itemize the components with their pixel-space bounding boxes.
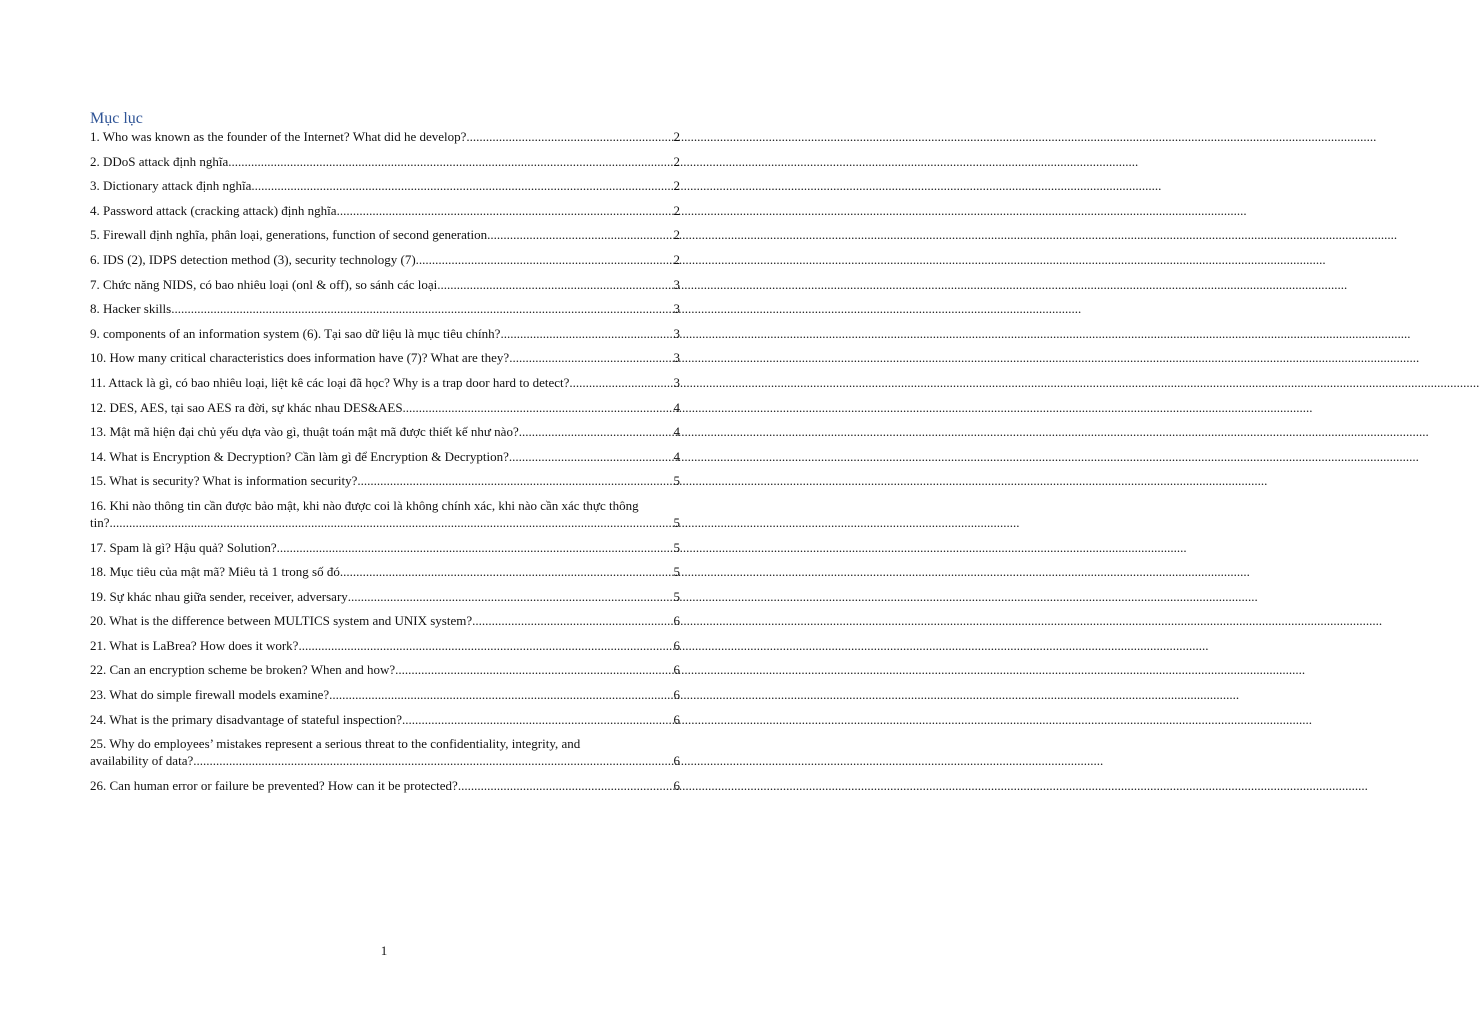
toc-title: Mục lục [90, 110, 143, 127]
toc-entry-text: 12. DES, AES, tại sao AES ra đời, sự khác nhau DES&AES [90, 399, 403, 415]
toc-page-number: 2 [673, 129, 680, 144]
toc-page-number: 4 [673, 424, 680, 440]
dot-leader [337, 202, 673, 219]
dot-leader [500, 325, 672, 342]
table-of-contents [90, 128, 680, 801]
toc-entry-text: 3. Dictionary attack định nghĩa [90, 178, 252, 194]
page-number: 1 [380, 943, 388, 958]
dot-leader [437, 276, 672, 293]
toc-entry[interactable] [90, 735, 680, 769]
toc-entry[interactable] [90, 300, 680, 317]
toc-entry[interactable] [90, 472, 680, 489]
toc-entry[interactable] [90, 276, 680, 293]
toc-entry[interactable] [90, 399, 680, 416]
toc-entry-text: 17. Spam là gì? Hậu quả? Solution? [90, 539, 277, 555]
toc-entry-text: 6. IDS (2), IDPS detection method (3), security technology (7) [90, 251, 416, 267]
toc-entry[interactable] [90, 374, 680, 391]
toc-entry[interactable] [90, 128, 680, 145]
toc-page-number: 3 [673, 350, 680, 366]
dot-leader [329, 686, 672, 703]
dot-leader [348, 588, 673, 605]
toc-entry-text: 15. What is security? What is information security? [90, 473, 358, 489]
toc-entry-text: 2. DDoS attack định nghĩa [90, 153, 229, 169]
dot-leader [395, 661, 672, 678]
toc-entry-text: 25. Why do employees’ mistakes represent a serious threat to the confidentiality, integrity, and [90, 736, 581, 752]
toc-page-number: 6 [673, 711, 680, 727]
toc-page-number: 2 [673, 153, 680, 169]
toc-entry-text-continued: tin? [90, 514, 110, 530]
dot-leader [519, 423, 673, 440]
toc-entry-continuation [90, 514, 680, 531]
dot-leader [403, 399, 673, 416]
toc-page-number: 5 [673, 564, 680, 580]
dot-leader [472, 612, 672, 629]
toc-entry[interactable] [90, 153, 680, 170]
toc-entry[interactable] [90, 612, 680, 629]
toc-entry[interactable] [90, 686, 680, 703]
toc-page-number: 6 [673, 613, 680, 629]
dot-leader [171, 300, 672, 317]
toc-page-number: 5 [673, 539, 680, 555]
toc-entry-text: 1. Who was known as the founder of the Internet? What did he develop? [90, 129, 467, 144]
toc-entry-text: 10. How many critical characteristics does information have (7)? What are they? [90, 350, 510, 366]
toc-page-number: 5 [673, 473, 680, 489]
dot-leader [458, 777, 673, 794]
dot-leader [251, 177, 672, 194]
toc-entry[interactable] [90, 588, 680, 605]
toc-entry-text: 8. Hacker skills [90, 301, 172, 317]
toc-entry[interactable] [90, 423, 680, 440]
toc-page-number: 6 [673, 687, 680, 703]
toc-entry-text: 24. What is the primary disadvantage of stateful inspection? [90, 711, 403, 727]
dot-leader [487, 226, 672, 243]
toc-entry[interactable] [90, 202, 680, 219]
toc-entry-text: 13. Mật mã hiện đại chủ yếu dựa vào gì, thuật toán mật mã được thiết kế như nào? [90, 424, 519, 440]
toc-entry-text: 26. Can human error or failure be prevented? How can it be protected? [90, 777, 458, 793]
toc-page-number: 6 [673, 662, 680, 678]
toc-entry-text: 22. Can an encryption scheme be broken? When and how? [90, 662, 396, 678]
toc-page-number: 6 [673, 777, 680, 793]
toc-entry[interactable] [90, 539, 680, 556]
toc-page-number: 3 [673, 325, 680, 341]
toc-page-number: 6 [673, 637, 680, 653]
toc-entry-text: 7. Chức năng NIDS, có bao nhiêu loại (onl & off), so sánh các loại [90, 276, 438, 292]
toc-entry-text: 20. What is the difference between MULTICS system and UNIX system? [90, 613, 473, 629]
toc-entry[interactable] [90, 177, 680, 194]
toc-entry-text: 9. components of an information system (6). Tại sao dữ liệu là mục tiêu chính? [90, 325, 501, 341]
dot-leader [509, 448, 673, 465]
toc-entry[interactable] [90, 226, 680, 243]
toc-page-number: 5 [673, 514, 680, 530]
toc-entry[interactable] [90, 448, 680, 465]
toc-page-number: 5 [673, 588, 680, 604]
toc-page-number: 2 [673, 251, 680, 267]
toc-entry[interactable] [90, 325, 680, 342]
toc-entry[interactable] [90, 661, 680, 678]
dot-leader [228, 153, 672, 170]
dot-leader [416, 251, 673, 268]
toc-page-number: 6 [673, 753, 680, 769]
toc-entry-text: 19. Sự khác nhau giữa sender, receiver, adversary [90, 588, 348, 604]
toc-entry-text: 21. What is LaBrea? How does it work? [90, 637, 299, 653]
dot-leader [340, 563, 673, 580]
toc-entry[interactable] [90, 349, 680, 366]
toc-entry-continuation [90, 752, 680, 769]
dot-leader [357, 472, 672, 489]
toc-entry-text: 23. What do simple firewall models examine? [90, 687, 330, 703]
toc-entry[interactable] [90, 777, 680, 794]
dot-leader [569, 374, 672, 391]
dot-leader [466, 128, 672, 145]
toc-entry[interactable] [90, 251, 680, 268]
toc-entry-text: 18. Mục tiêu của mật mã? Miêu tả 1 trong số đó [90, 564, 340, 580]
toc-entry[interactable] [90, 637, 680, 654]
toc-page-number: 4 [673, 399, 680, 415]
toc-page-number: 4 [673, 448, 680, 464]
toc-entry[interactable] [90, 711, 680, 728]
toc-page-number: 2 [673, 178, 680, 194]
toc-page-number: 3 [673, 301, 680, 317]
dot-leader [509, 349, 672, 366]
toc-page-number: 3 [673, 374, 680, 390]
toc-page-number: 2 [673, 202, 680, 218]
toc-entry[interactable] [90, 563, 680, 580]
toc-entry[interactable] [90, 497, 680, 531]
toc-page-number: 3 [673, 276, 680, 292]
toc-entry-text: 11. Attack là gì, có bao nhiêu loại, liệt kê các loại đã học? Why is a trap door hard to detect? [90, 374, 570, 390]
toc-page-number: 2 [673, 227, 680, 243]
toc-entry-text-continued: availability of data? [90, 753, 194, 769]
toc-entry-text: 16. Khi nào thông tin cần được bảo mật, khi nào được coi là không chính xác, khi nào cần xác thực thông [90, 497, 639, 513]
toc-entry-text: 5. Firewall định nghĩa, phân loại, generations, function of second generation [90, 227, 488, 243]
dot-leader [402, 711, 672, 728]
dot-leader [298, 637, 672, 654]
dot-leader [277, 539, 673, 556]
dot-leader [193, 752, 672, 769]
toc-entry-text: 4. Password attack (cracking attack) định nghĩa [90, 202, 337, 218]
dot-leader [110, 514, 673, 531]
toc-entry-text: 14. What is Encryption & Decryption? Cần làm gì để Encryption & Decryption? [90, 448, 509, 464]
